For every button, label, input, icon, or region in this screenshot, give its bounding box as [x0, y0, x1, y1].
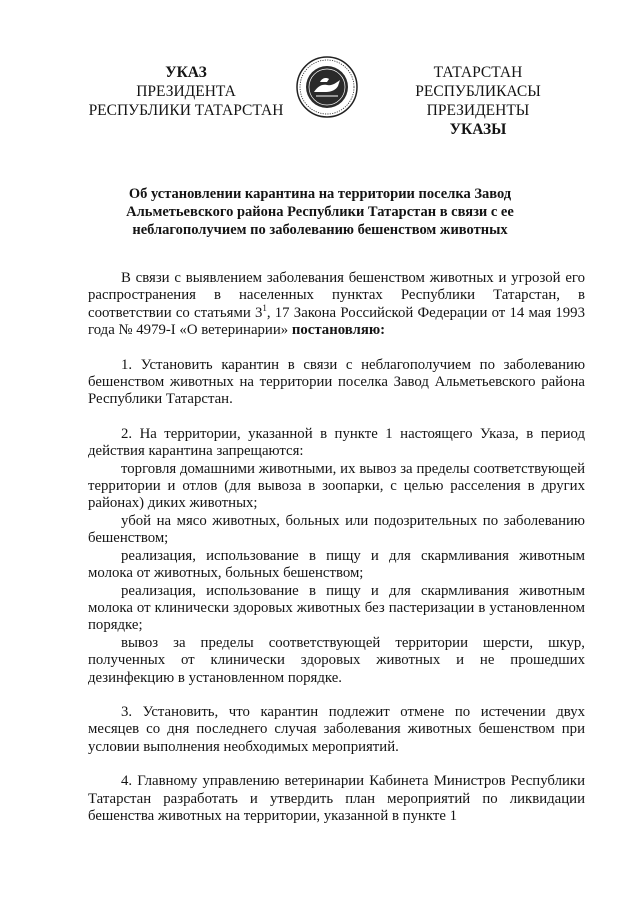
item-2-list-entry: торговля домашними животными, их вывоз за пределы соответствующей территории и отлов (для вывоза в зоопарки, с целью расселения в других районах) диких животных;	[88, 460, 585, 512]
header-right-line1: ТАТАРСТАН РЕСПУБЛИКАСЫ	[415, 64, 541, 100]
preamble-sup: 1	[262, 302, 267, 313]
decree-title-line2: Альметьевского района Республики Татарстан в связи с ее	[126, 204, 514, 220]
header-left-line3: РЕСПУБЛИКИ ТАТАРСТАН	[88, 102, 284, 119]
preamble-paragraph	[88, 270, 585, 340]
preamble-text-a: В связи с выявлением заболевания бешенством животных и угрозой его распространения в населенных пунктах Республики Татарстан, в соответствии со статьями 3	[88, 270, 585, 321]
item-2-list-entry: реализация, использование в пищу и для скармливания животным молока от животных, больных бешенством;	[88, 547, 585, 582]
item-2-list-entry: вывоз за пределы соответствующей территории шерсти, шкур, полученных от клинически здоровых животных и не прошедших дезинфекцию в установленном порядке.	[88, 634, 585, 686]
item-1-paragraph: 1. Установить карантин в связи с неблагополучием по заболеванию бешенством животных на территории поселка Завод Альметьевского района Республики Татарстан.	[88, 356, 585, 408]
coat-of-arms-tatarstan-icon	[296, 56, 358, 118]
header-left-line1: УКАЗ	[165, 64, 207, 81]
decree-title-line1: Об установлении карантина на территории поселка Завод	[128, 186, 512, 202]
item-2-paragraph: 2. На территории, указанной в пункте 1 настоящего Указа, в период действия карантина запрещаются:	[88, 425, 585, 460]
item-3-paragraph: 3. Установить, что карантин подлежит отмене по истечении двух месяцев со дня последнего случая заболевания животных бешенством при условии выполнения необходимых мероприятий.	[88, 703, 585, 755]
header-right-tt	[372, 63, 584, 139]
preamble-text-b: , 17 Закона Российской Федерации от 14 мая 1993 года № 4979-I «О ветеринарии»	[88, 304, 585, 339]
header-left-ru	[82, 63, 290, 120]
header-right-line3: УКАЗЫ	[449, 121, 507, 138]
item-4-paragraph: 4. Главному управлению ветеринарии Кабинета Министров Республики Татарстан разработать и утвердить план мероприятий по ликвидации бешенства животных на территории, указанной в пункте 1	[88, 773, 585, 824]
decree-title	[100, 185, 540, 239]
item-2-list-entry: убой на мясо животных, больных или подозрительных по заболеванию бешенством;	[88, 512, 585, 547]
decree-word: постановляю:	[291, 322, 386, 339]
decree-title-line3: неблагополучием по заболеванию бешенством животных	[132, 222, 508, 238]
item-2-list-entry: реализация, использование в пищу и для скармливания животным молока от клинически здоровых животных без пастеризации в установленном порядке;	[88, 582, 585, 634]
decree-body	[88, 270, 585, 825]
header-right-line2: ПРЕЗИДЕНТЫ	[426, 102, 530, 119]
header-left-line2: ПРЕЗИДЕНТА	[136, 83, 236, 100]
